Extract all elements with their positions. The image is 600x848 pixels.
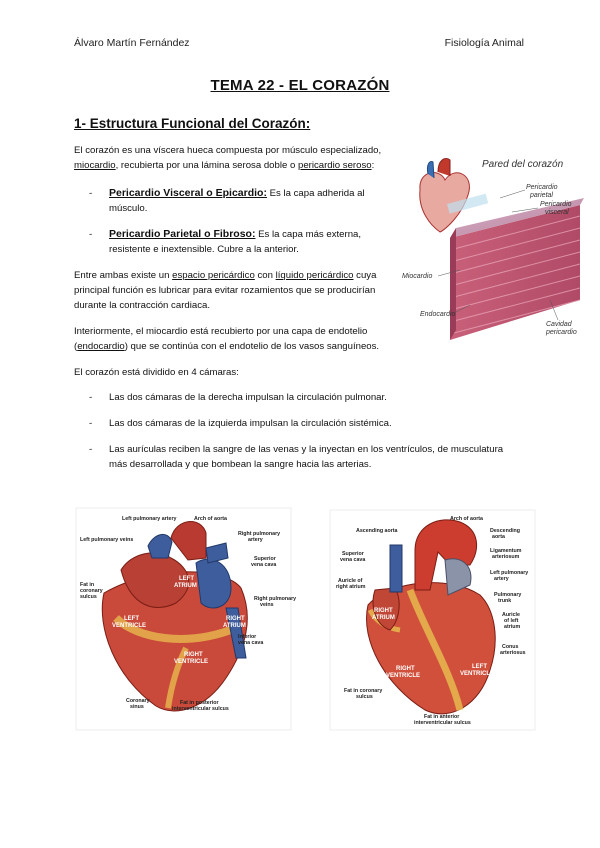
term-espacio-pericardico: espacio pericárdico [172, 270, 255, 281]
term-pericardio-seroso: pericardio seroso [297, 160, 372, 171]
post-label-right-pulm-veins: Right pulmonary veins [254, 596, 297, 608]
bullet-visceral: - Pericardio Visceral o Epicardio: Es la capa adherida al músculo. [89, 187, 365, 214]
para2-line-3: durante la contracción cardiaca. [74, 300, 210, 311]
page-title: TEMA 22 - EL CORAZÓN [210, 77, 390, 94]
term-visceral: Pericardio Visceral o Epicardio: [109, 187, 267, 199]
term-liquido-pericardico: líquido pericárdico [275, 270, 354, 281]
ant-label-auricle-left: Auricle of left atrium [502, 612, 521, 630]
chambers-intro: El corazón está dividido en 4 cámaras: [74, 367, 239, 378]
heart-wall-figure [400, 150, 590, 345]
ant-label-pulm-trunk: Pulmonary trunk [494, 592, 522, 604]
ant-label-superior-vc: Superior vena cava [340, 551, 366, 563]
intro-line-1: El corazón es una víscera hueca compuesta por músculo especializado, [74, 145, 382, 156]
bullet-parietal: - Pericardio Parietal o Fibroso: Es la capa más externa, resistente e inextensible. Cubre a la anterior. [89, 228, 362, 255]
post-label-left-ventricle: LEFT VENTRICLE [112, 616, 147, 629]
post-label-right-atrium: RIGHT ATRIUM [223, 616, 246, 629]
ant-label-ascending-aorta: Ascending aorta [356, 528, 398, 534]
chamber-bullet-left: - Las dos cámaras de la izquierda impulsan la circulación sistémica. [89, 418, 392, 429]
ant-label-ligamentum: Ligamentum arteriosum [490, 548, 522, 560]
chamber-bullet-auricles: - Las aurículas reciben la sangre de las venas y la inyectan en los ventrículos, de musculatura más desarrollada y que bombean la sangre hacia las arterias. [89, 444, 504, 470]
post-label-coronary-sinus: Coronary sinus [126, 698, 150, 710]
ant-label-left-ventricle: LEFT VENTRICLE [460, 664, 495, 677]
label-pericardio-visceral: Pericardio visceral [540, 201, 572, 216]
post-label-fat-posterior: Fat in posterior interventricular sulcus [172, 700, 229, 712]
label-endocardio: Endocardio [420, 311, 456, 318]
wall-title: Pared del corazón [482, 159, 564, 170]
heart-posterior-figure [76, 508, 297, 730]
post-label-right-pulm-artery: Right pulmonary artery [238, 531, 281, 543]
post-label-left-pulm-artery: Left pulmonary artery [122, 516, 177, 522]
post-label-superior-vc: Superior vena cava [251, 556, 277, 568]
post-label-left-pulm-veins: Left pulmonary veins [80, 537, 134, 543]
intro-line-2: miocardio, recubierta por una lámina serosa doble o pericardio seroso: [74, 160, 375, 171]
post-label-inferior-vc: Inferior vena cava [238, 634, 264, 646]
post-label-fat-coronary: Fat in coronary sulcus [80, 582, 103, 600]
ant-label-auricle-right: Auricle of right atrium [336, 578, 366, 590]
term-miocardio: miocardio [74, 160, 116, 171]
term-parietal: Pericardio Parietal o Fibroso: [109, 228, 256, 240]
para2-line-1: Entre ambas existe un espacio pericárdico con líquido pericárdico cuya [74, 270, 377, 281]
label-pericardio-parietal: Pericardio parietal [526, 184, 558, 199]
ant-label-arch-aorta: Arch of aorta [450, 516, 483, 522]
ant-label-descending-aorta: Descending aorta [490, 528, 521, 540]
term-endocardio: endocardio [77, 341, 125, 352]
ant-label-conus: Conus arteriosus [500, 644, 526, 656]
para3-line-1: Interiormente, el miocardio está recubierto por una capa de endotelio [74, 326, 368, 337]
para2-line-2: principal función es lubricar para evitar rozamientos que se producirían [74, 285, 376, 296]
heart-anterior-figure [330, 510, 535, 730]
post-label-right-ventricle: RIGHT VENTRICLE [174, 652, 209, 665]
post-label-left-atrium: LEFT ATRIUM [174, 576, 197, 589]
chamber-bullet-right: - Las dos cámaras de la derecha impulsan la circulación pulmonar. [89, 392, 387, 403]
section-title: 1- Estructura Funcional del Corazón: [74, 116, 311, 131]
ant-label-right-ventricle: RIGHT VENTRICLE [386, 666, 421, 679]
ant-label-left-pulm-artery: Left pulmonary artery [490, 570, 529, 582]
label-miocardio: Miocardio [402, 273, 433, 280]
post-label-arch-aorta: Arch of aorta [194, 516, 227, 522]
para3-line-2: (endocardio) que se continúa con el endotelio de los vasos sanguíneos. [74, 341, 380, 352]
header-subject: Fisiología Animal [444, 37, 524, 49]
label-cavidad: Cavidad pericardio [546, 321, 577, 336]
mini-heart [420, 159, 488, 233]
ant-label-fat-anterior: Fat in anterior interventricular sulcus [414, 714, 471, 726]
ant-label-right-atrium: RIGHT ATRIUM [372, 608, 395, 621]
header-author: Álvaro Martín Fernández [74, 37, 190, 49]
ant-label-fat-coronary: Fat in coronary sulcus [344, 688, 383, 700]
